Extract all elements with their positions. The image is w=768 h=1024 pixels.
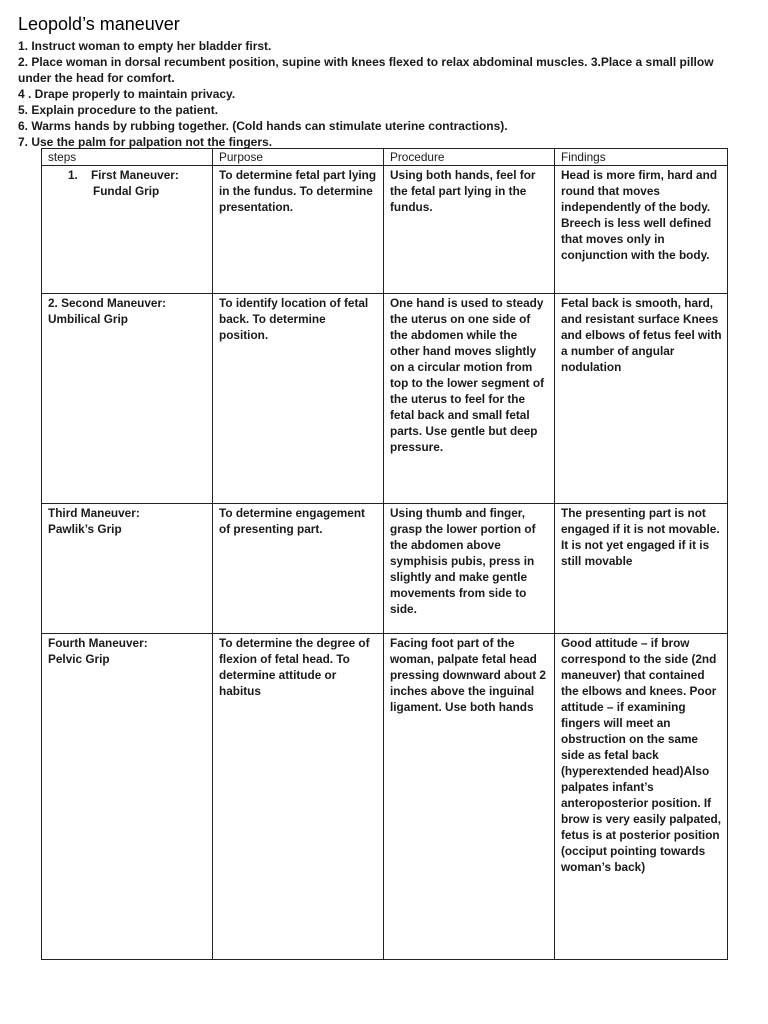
step-cell: [42, 504, 213, 634]
table-row: [42, 634, 728, 960]
step-cell: [42, 634, 213, 960]
instruction-item: 7. Use the palm for palpation not the fingers.: [18, 135, 273, 149]
instruction-item: 2. Place woman in dorsal recumbent position, supine with knees flexed to relax abdominal muscles. 3.Place a small pillow under the head for comfort.: [18, 55, 714, 85]
maneuver-name: 2. Second Maneuver:: [48, 296, 167, 310]
maneuver-name: Fourth Maneuver:: [48, 636, 148, 650]
header-purpose: Purpose: [213, 149, 384, 166]
findings-cell: Fetal back is smooth, hard, and resistant surface Knees and elbows of fetus feel with a number of angular nodulation: [555, 294, 728, 504]
header-steps: steps: [42, 149, 213, 166]
procedure-cell: Using both hands, feel for the fetal part lying in the fundus.: [384, 166, 555, 294]
table-row: [42, 504, 728, 634]
header-findings: Findings: [555, 149, 728, 166]
step-cell: [42, 294, 213, 504]
purpose-cell: To determine the degree of flexion of fetal head. To determine attitude or habitus: [213, 634, 384, 960]
maneuver-name: 1. First Maneuver:: [68, 168, 179, 182]
table-header-row: [42, 149, 728, 166]
instruction-item: 5. Explain procedure to the patient.: [18, 103, 219, 117]
instruction-item: 4 . Drape properly to maintain privacy.: [18, 87, 236, 101]
grip-name: Umbilical Grip: [48, 312, 128, 326]
maneuver-name: Third Maneuver:: [48, 506, 140, 520]
grip-name: Pelvic Grip: [48, 652, 110, 666]
grip-name: Pawlik’s Grip: [48, 522, 122, 536]
header-procedure: Procedure: [384, 149, 555, 166]
document-title: Leopold’s maneuver: [18, 14, 180, 34]
grip-name: Fundal Grip: [93, 184, 160, 198]
instruction-item: 1. Instruct woman to empty her bladder first.: [18, 39, 272, 53]
purpose-cell: To determine engagement of presenting part.: [213, 504, 384, 634]
purpose-cell: To determine fetal part lying in the fundus. To determine presentation.: [213, 166, 384, 294]
instruction-item: 6. Warms hands by rubbing together. (Cold hands can stimulate uterine contractions).: [18, 119, 508, 133]
procedure-cell: Facing foot part of the woman, palpate fetal head pressing downward about 2 inches above the inguinal ligament. Use both hands: [384, 634, 555, 960]
purpose-cell: To identify location of fetal back. To determine position.: [213, 294, 384, 504]
instruction-list: [18, 38, 728, 150]
maneuver-table: [41, 148, 728, 960]
procedure-cell: Using thumb and finger, grasp the lower portion of the abdomen above symphisis pubis, press in slightly and make gentle movements from side to side.: [384, 504, 555, 634]
procedure-cell: One hand is used to steady the uterus on one side of the abdomen while the other hand moves slightly on a circular motion from top to the lower segment of the uterus to feel for the fetal back and small fetal parts. Use gentle but deep pressure.: [384, 294, 555, 504]
table-row: [42, 294, 728, 504]
findings-cell: Good attitude – if brow correspond to the side (2nd maneuver) that contained the elbows and knees. Poor attitude – if examining fingers will meet an obstruction on the same side as fetal back (hyperextended head)Also palpates infant’s anteroposterior position. If brow is very easily palpated, fetus is at posterior position (occiput pointing towards woman’s back): [555, 634, 728, 960]
findings-cell: Head is more firm, hard and round that moves independently of the body. Breech is less well defined that moves only in conjunction with the body.: [555, 166, 728, 294]
step-cell: [42, 166, 213, 294]
findings-cell: The presenting part is not engaged if it is not movable. It is not yet engaged if it is still movable: [555, 504, 728, 634]
table-row: [42, 166, 728, 294]
